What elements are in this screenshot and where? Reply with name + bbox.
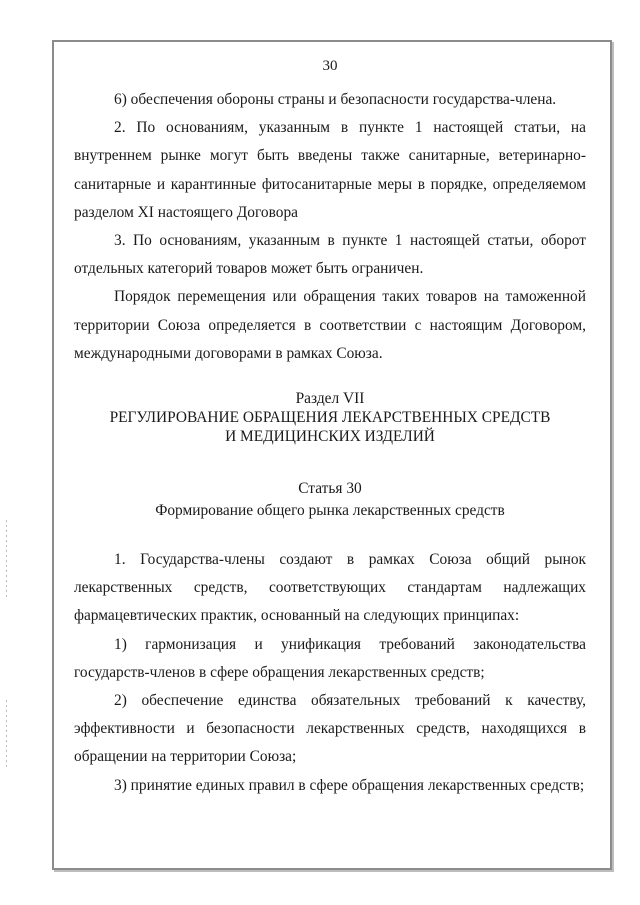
paragraph-principle-2: 2) обеспечение единства обязательных требований к качеству, эффективности и безопасности лекарственных средств, находящихся в обращении на территории Союза; <box>74 692 586 766</box>
section-title-line-1: РЕГУЛИРОВАНИЕ ОБРАЩЕНИЯ ЛЕКАРСТВЕННЫХ СРЕДСТВ <box>109 409 551 427</box>
paragraph-point-2: 2. По основаниям, указанным в пункте 1 настоящей статьи, на внутреннем рынке могут быть введены также санитарные, ветеринарно-санитарные и карантинные фитосанитарные меры в порядке, определяемом разделом XI настоящего Договора <box>74 119 586 221</box>
paragraph-principle-3: 3) принятие единых правил в сфере обращения лекарственных средств; <box>114 776 585 794</box>
paragraph-principle-1: 1) гармонизация и унификация требований законодательства государств-членов в сфере обращения лекарственных средств; <box>74 635 586 681</box>
scan-edge-mark <box>6 700 7 770</box>
article-title: Формирование общего рынка лекарственных средств <box>155 502 505 520</box>
article-label: Статья 30 <box>298 480 362 498</box>
scan-edge-mark <box>6 520 7 600</box>
section-label: Раздел VII <box>295 390 365 408</box>
paragraph-point-3: 3. По основаниям, указанным в пункте 1 настоящей статьи, оборот отдельных категорий товаров может быть ограничен. <box>74 232 586 278</box>
paragraph-item-6: 6) обеспечения обороны страны и безопасности государства-члена. <box>114 91 557 108</box>
section-heading <box>74 390 586 446</box>
paragraph-article-point-1: 1. Государства-члены создают в рамках Союза общий рынок лекарственных средств, соответствующих стандартам надлежащих фармацевтических практик, основанный на следующих принципах: <box>74 551 586 625</box>
section-title-line-2: И МЕДИЦИНСКИХ ИЗДЕЛИЙ <box>225 428 435 446</box>
page-number: 30 <box>322 58 338 74</box>
paragraph-procedure: Порядок перемещения или обращения таких товаров на таможенной территории Союза определяется в соответствии с настоящим Договором, международными договорами в рамках Союза. <box>74 288 586 362</box>
document-body <box>74 56 586 800</box>
